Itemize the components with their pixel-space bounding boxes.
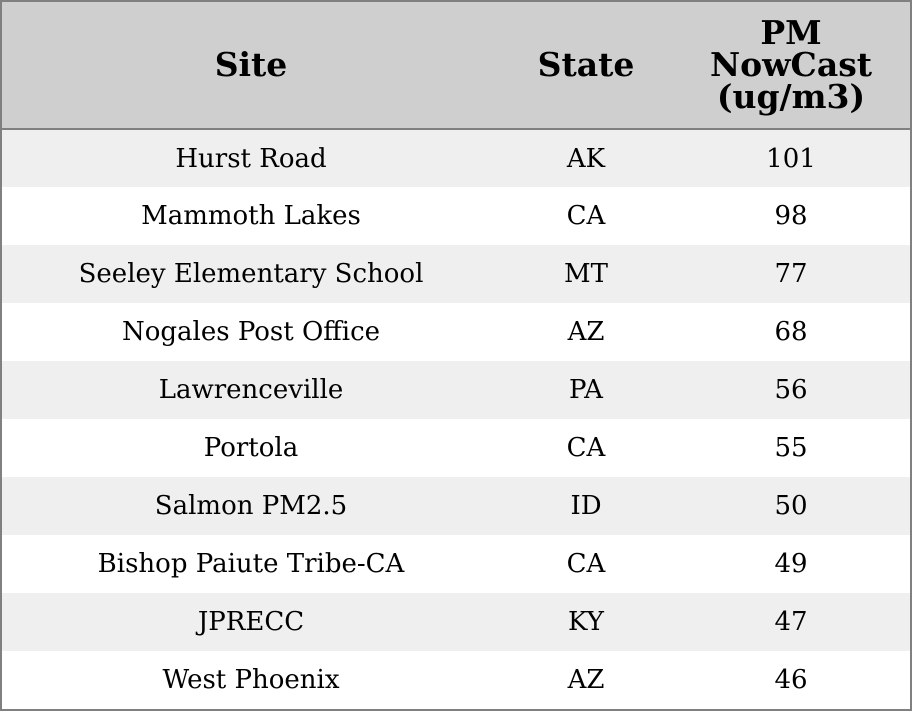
data-table	[2, 2, 910, 709]
table-body	[2, 129, 910, 709]
site-cell: Salmon PM2.5	[154, 491, 348, 521]
table-row	[2, 187, 910, 245]
site-cell: Nogales Post Office	[121, 317, 381, 347]
table-row	[2, 245, 910, 303]
state-cell: AZ	[567, 665, 605, 695]
state-cell: CA	[566, 549, 606, 579]
table-row	[2, 361, 910, 419]
pm-nowcast-cell: 49	[774, 549, 808, 579]
header-row	[2, 2, 910, 129]
site-cell: Hurst Road	[175, 143, 327, 174]
pm-nowcast-cell: 50	[774, 491, 808, 521]
pm-nowcast-cell: 47	[774, 607, 808, 637]
table-row	[2, 477, 910, 535]
pm-nowcast-cell: 46	[774, 665, 808, 695]
table-row	[2, 651, 910, 709]
site-cell: Bishop Paiute Tribe-CA	[97, 549, 405, 579]
state-cell: AZ	[567, 317, 605, 347]
table-row	[2, 129, 910, 187]
pm-nowcast-cell: 56	[774, 375, 808, 405]
state-cell: AK	[566, 143, 606, 174]
site-cell: West Phoenix	[162, 665, 340, 695]
column-header-site: Site	[2, 2, 500, 129]
state-cell: CA	[566, 201, 606, 231]
table-header	[2, 2, 910, 129]
state-cell: KY	[568, 607, 604, 637]
pm-nowcast-cell: 77	[774, 259, 808, 289]
site-cell: Portola	[203, 433, 299, 463]
site-cell: Lawrenceville	[158, 375, 344, 405]
pm-nowcast-cell: 101	[766, 143, 816, 174]
column-header-state: State	[500, 2, 672, 129]
table-row	[2, 419, 910, 477]
pm-nowcast-cell: 55	[774, 433, 808, 463]
table-row	[2, 593, 910, 651]
state-cell: PA	[569, 375, 603, 405]
table-row	[2, 303, 910, 361]
pm-nowcast-cell: 98	[774, 201, 808, 231]
site-cell: Mammoth Lakes	[141, 201, 361, 231]
pm-nowcast-cell: 68	[774, 317, 808, 347]
site-cell: JPRECC	[197, 607, 305, 637]
state-cell: ID	[570, 491, 602, 521]
column-header-pm-nowcast: PM NowCast (ug/m3)	[672, 2, 910, 129]
state-cell: MT	[564, 259, 608, 289]
state-cell: CA	[566, 433, 606, 463]
site-cell: Seeley Elementary School	[78, 259, 424, 289]
table-row	[2, 535, 910, 593]
